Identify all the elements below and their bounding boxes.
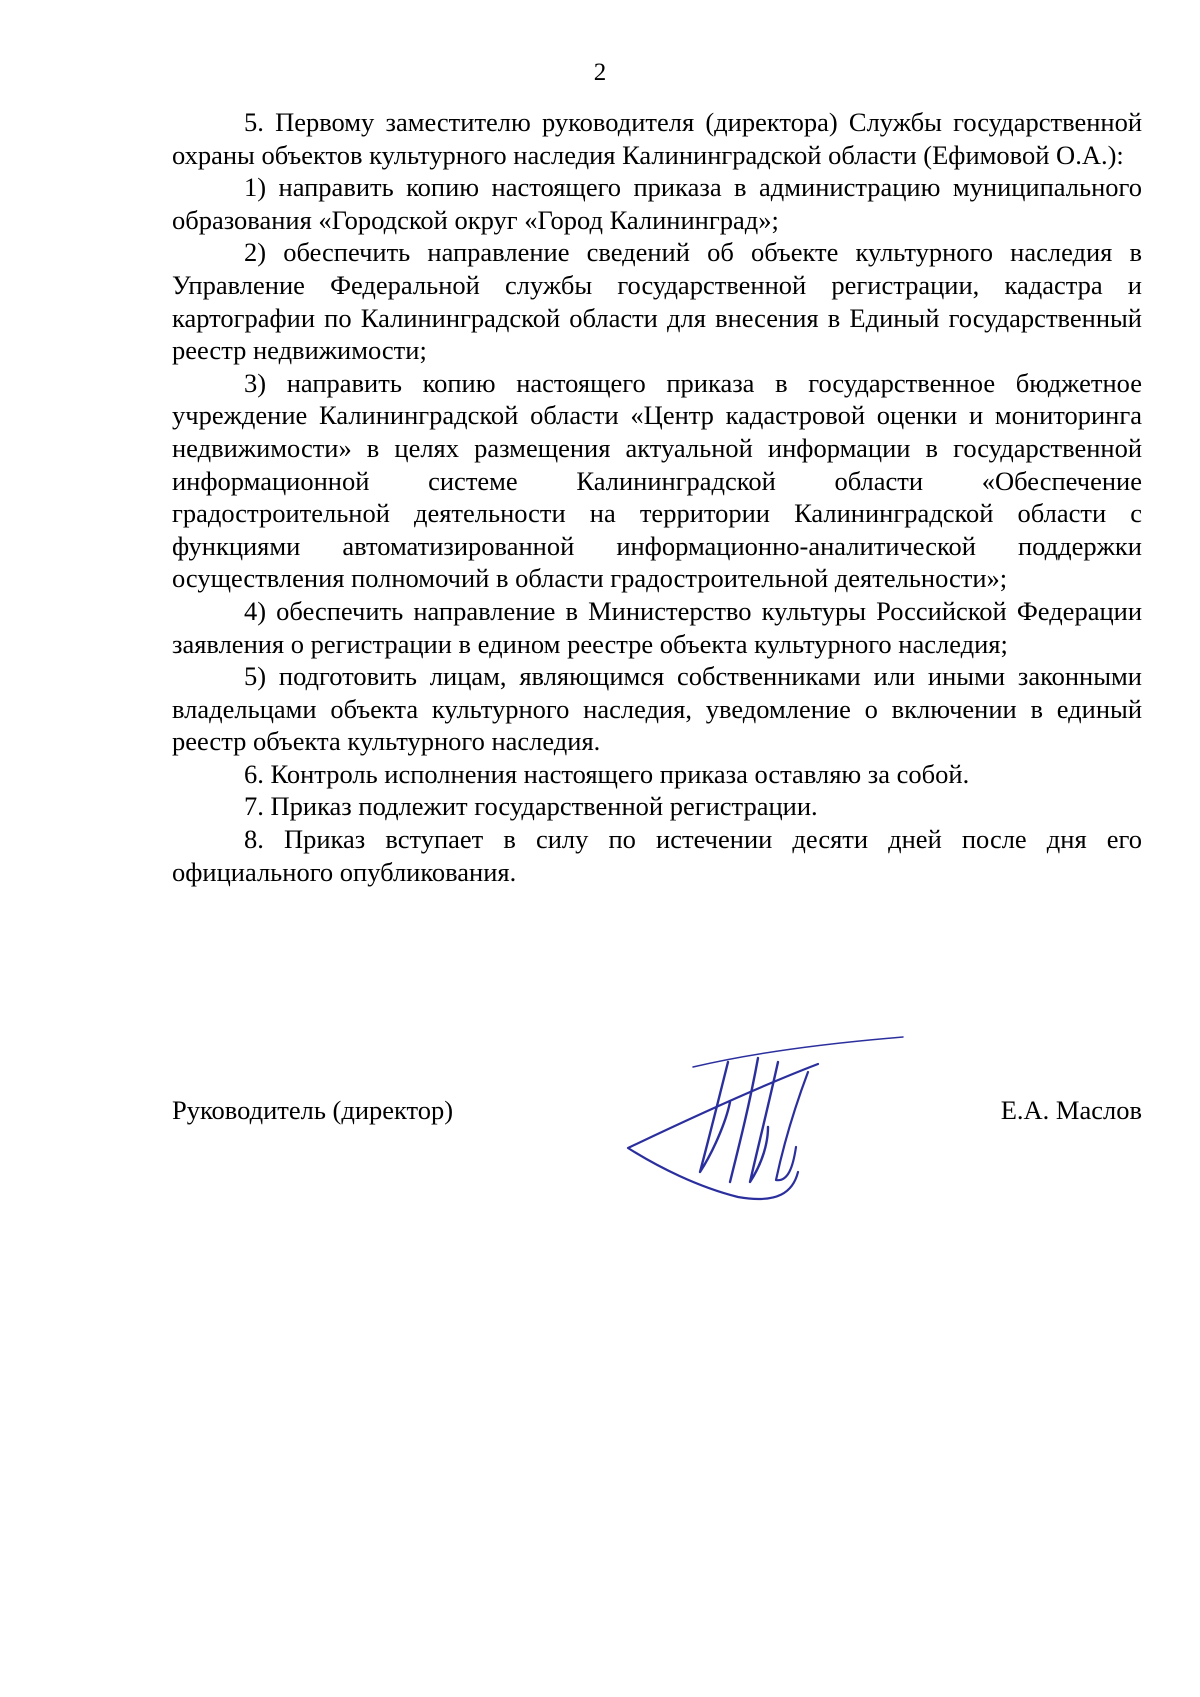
signatory-name: Е.А. Маслов [1000,1095,1142,1125]
signature-tail-stroke [693,1037,903,1067]
paragraph-item-8: 8. Приказ вступает в силу по истечении десяти дней после дня его официального опубликования. [172,824,1142,887]
handwritten-signature [618,1032,908,1207]
paragraph-item-7: 7. Приказ подлежит государственной регистрации. [244,791,818,822]
paragraph-subitem-1: 1) направить копию настоящего приказа в администрацию муниципального образования «Городской округ «Город Калининград»; [172,172,1142,235]
paragraph-item-6: 6. Контроль исполнения настоящего приказа оставляю за собой. [244,758,970,789]
document-body [172,106,1142,888]
page-number: 2 [593,59,607,86]
signature-letter-stroke-4 [776,1072,808,1180]
signature-letter-stroke-1 [700,1062,730,1172]
signature-strokes [628,1037,903,1199]
paragraph-subitem-2: 2) обеспечить направление сведений об объекте культурного наследия в Управление Федеральной службы государственной регистрации, кадастра и картографии по Калининградской области для внесения в Единый государственный реестр недвижимости; [172,237,1142,366]
paragraph-subitem-4: 4) обеспечить направление в Министерство культуры Российской Федерации заявления о регистрации в едином реестре объекта культурного наследия; [172,595,1142,659]
paragraph-subitem-5: 5) подготовить лицам, являющимся собственниками или иными законными владельцами объекта культурного наследия, уведомление о включении в единый реестр объекта культурного наследия. [172,661,1142,757]
signatory-position: Руководитель (директор) [172,1095,454,1125]
paragraph-subitem-3: 3) направить копию настоящего приказа в государственное бюджетное учреждение Калининградской области «Центр кадастровой оценки и мониторинга недвижимости» в целях размещения актуальной информации в государственной информационной системе Калининградской области «Обеспечение градостроительной деятельности на территории Калининградской области с функциями автоматизированной информационно-аналитической поддержки осуществления полномочий в области градостроительной деятельности»; [172,367,1142,594]
paragraph-item-5: 5. Первому заместителю руководителя (директора) Службы государственной охраны объектов культурного наследия Калининградской области (Ефимовой О.А.): [172,107,1142,170]
